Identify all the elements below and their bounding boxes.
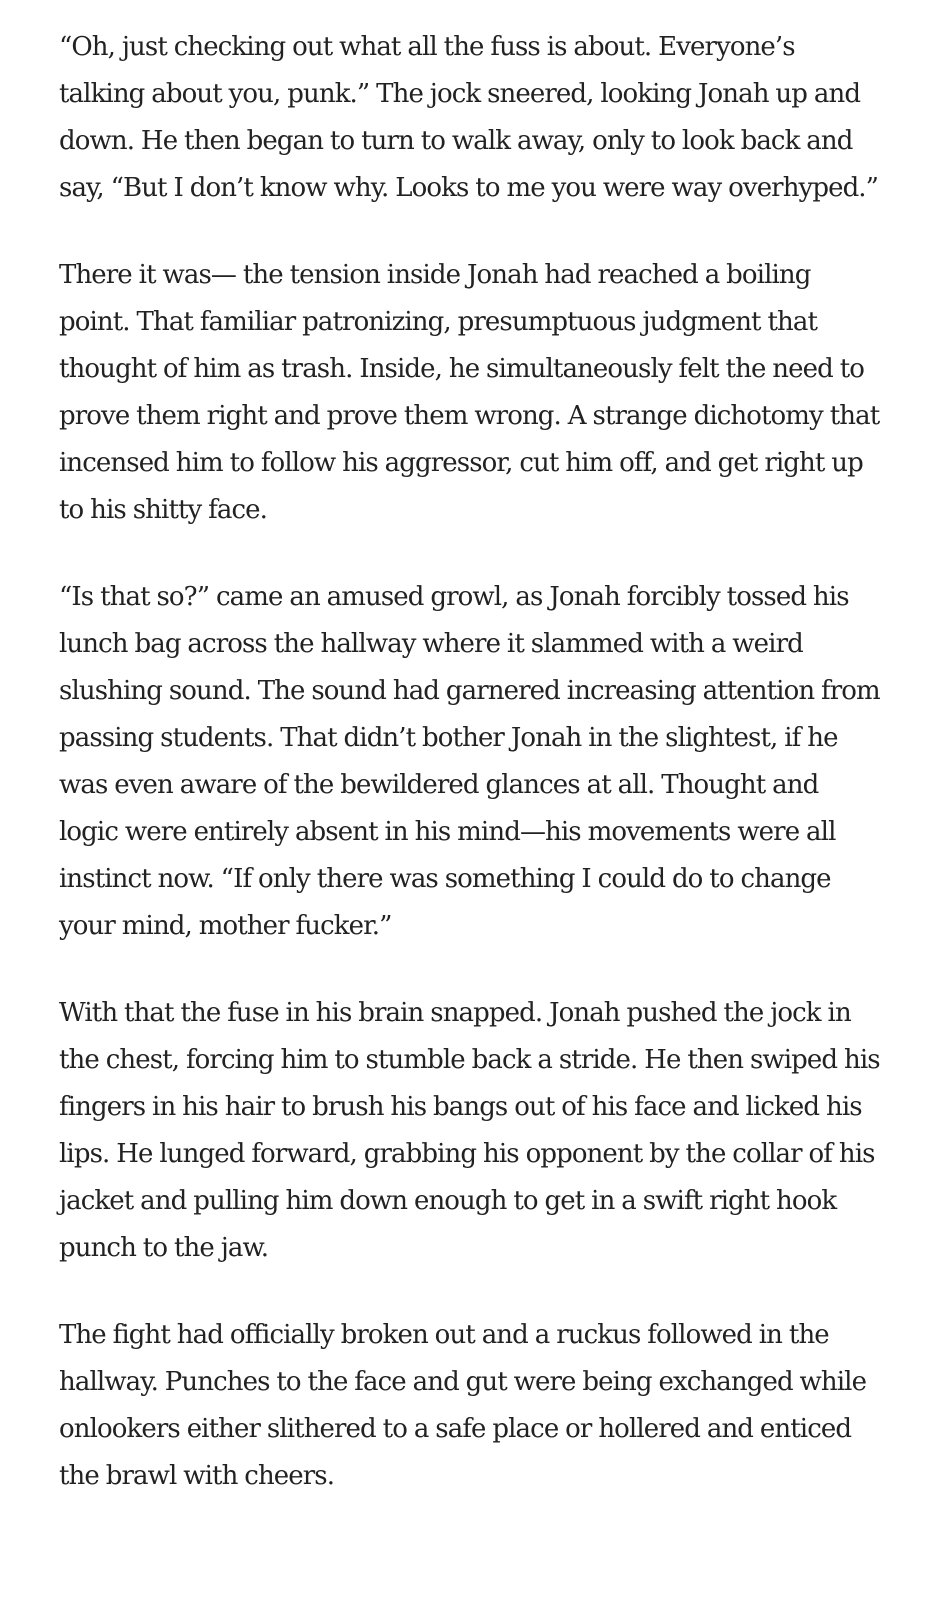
paragraph: There it was— the tension inside Jonah had reached a boiling point. That familiar patronizing, presumptuous judgment that thought of him as trash. Inside, he simultaneously felt the need to prove them right and prove them wrong. A strange dichotomy that incensed him to follow his aggressor, cut him off, and get right up to his shitty face. (59, 260, 880, 525)
paragraph: The fight had officially broken out and a ruckus followed in the hallway. Punches to the face and gut were being exchanged while onlookers either slithered to a safe place or hollered and enticed the brawl with cheers. (59, 1320, 867, 1491)
paragraph: With that the fuse in his brain snapped. Jonah pushed the jock in the chest, forcing him to stumble back a stride. He then swiped his fingers in his hair to brush his bangs out of his face and licked his lips. He lunged forward, grabbing his opponent by the collar of his jacket and pulling him down enough to get in a swift right hook punch to the jaw. (59, 998, 880, 1263)
paragraph: “Is that so?” came an amused growl, as Jonah forcibly tossed his lunch bag across the hallway where it slammed with a weird slushing sound. The sound had garnered increasing attention from passing students. That didn’t bother Jonah in the slightest, if he was even aware of the bewildered glances at all. Thought and logic were entirely absent in his mind—his movements were all instinct now. “If only there was something I could do to change your mind, mother fucker.” (59, 582, 880, 941)
paragraph: “Oh, just checking out what all the fuss is about. Everyone’s talking about you, punk.” The jock sneered, looking Jonah up and down. He then began to turn to walk away, only to look back and say, “But I don’t know why. Looks to me you were way overhyped.” (59, 32, 879, 203)
